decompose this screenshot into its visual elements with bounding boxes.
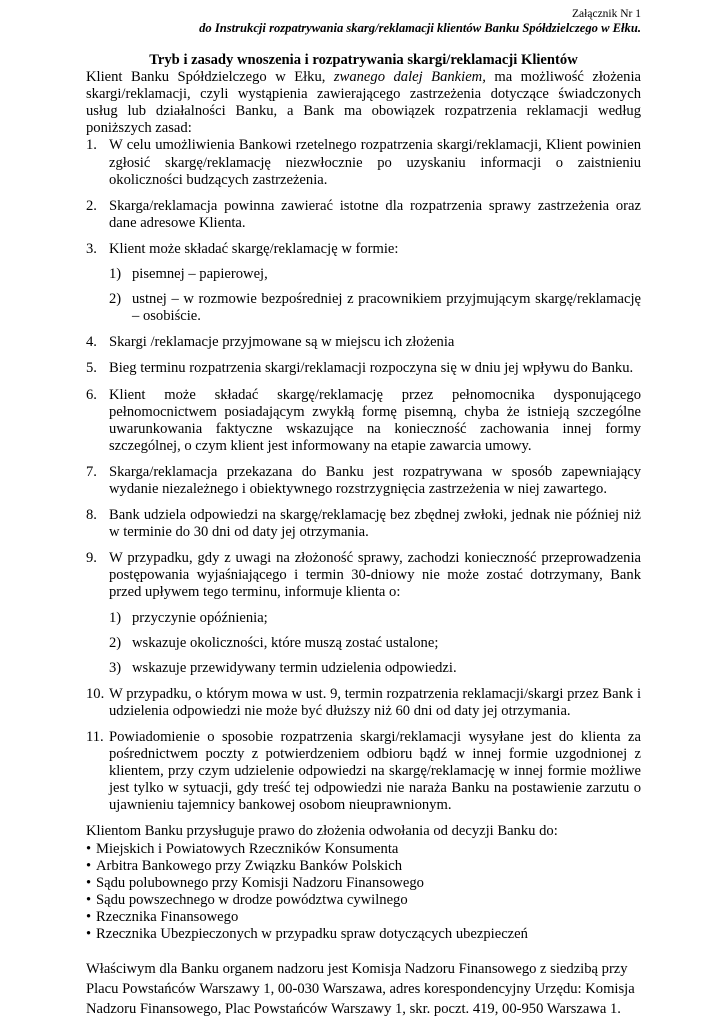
rule-item <box>86 729 641 814</box>
rule-item <box>86 334 641 351</box>
appeal-list-item <box>86 892 641 909</box>
sub-item <box>109 291 641 325</box>
sub-item-number: 1) <box>109 609 122 626</box>
appeal-list-item <box>86 909 641 926</box>
sub-item <box>109 635 641 652</box>
annex-label: Załącznik Nr 1 <box>572 8 641 20</box>
rule-number: 8. <box>86 507 97 524</box>
intro-text-start: Klient Banku Spółdzielczego w Ełku, <box>86 69 334 86</box>
sub-item-text: pisemnej – papierowej, <box>132 266 268 283</box>
rule-item <box>86 241 641 325</box>
appeal-list-item <box>86 858 641 875</box>
sub-item-text: wskazuje okoliczności, które muszą zostać ustalone; <box>132 634 439 651</box>
sub-item <box>109 660 641 677</box>
sub-item <box>109 266 641 283</box>
rule-item <box>86 507 641 541</box>
intro-text-end: ma możliwość złożenia skargi/reklamacji, czyli wystąpienia zawierającego zastrzeżenia dotyczące świadczonych usług lub działalności Banku, a Bank ma obowiązek rozpatrzenia reklamacji według poniższych zasad: <box>86 69 641 137</box>
rule-text: Klient może składać skargę/reklamację przez pełnomocnika dysponującego pełnomocnictwem posiadającym zwykłą formę pisemną, chyba że istnieją szczególne uwarunkowania faktyczne wskazujące na konieczność zachowania innej formy szczególnej, o czym klient jest informowany na etapie zawarcia umowy. <box>109 386 641 454</box>
bullet-icon: • <box>86 891 92 908</box>
rule-number: 10. <box>86 685 105 702</box>
rule-item <box>86 550 641 677</box>
rule-text: Skargi /reklamacje przyjmowane są w miejscu ich złożenia <box>109 334 455 351</box>
sub-item-text: wskazuje przewidywany termin udzielenia odpowiedzi. <box>132 659 457 676</box>
appeal-intro: Klientom Banku przysługuje prawo do złożenia odwołania od decyzji Banku do: <box>86 823 558 840</box>
rule-item <box>86 686 641 720</box>
appeal-list-item <box>86 926 641 943</box>
rule-number: 4. <box>86 334 97 351</box>
rule-number: 2. <box>86 197 97 214</box>
rule-sublist <box>109 610 641 677</box>
bullet-icon: • <box>86 840 92 857</box>
rule-number: 1. <box>86 137 97 154</box>
intro-paragraph <box>86 69 641 137</box>
sub-item-text: ustnej – w rozmowie bezpośredniej z pracownikiem przyjmującym skargę/reklamację – osobiście. <box>132 291 641 325</box>
intro-emphasis: zwanego dalej Bankiem, <box>333 69 486 86</box>
rule-text: Bank udziela odpowiedzi na skargę/reklamację bez zbędnej zwłoki, jednak nie później niż w terminie do 30 dni od daty jej otrzymania. <box>109 507 641 541</box>
rule-item <box>86 387 641 455</box>
bullet-icon: • <box>86 857 92 874</box>
rule-text: Bieg terminu rozpatrzenia skargi/reklamacji rozpoczyna się w dniu jej wpływu do Banku. <box>109 360 634 377</box>
rule-number: 6. <box>86 386 97 403</box>
supervision-paragraph: Właściwym dla Banku organem nadzoru jest Komisja Nadzoru Finansowego z siedzibą przy Placu Powstańców Warszawy 1, 00-030 Warszawa, adres korespondencyjny Urzędu: Komisja Nadzoru Finansowego, Plac Powstańców Warszawy 1, skr. poczt. 419, 00-950 Warszawa 1. <box>86 961 635 1018</box>
appeal-entry-text: Miejskich i Powiatowych Rzeczników Konsumenta <box>96 840 399 857</box>
appeal-entry-text: Arbitra Bankowego przy Związku Banków Polskich <box>96 857 402 874</box>
appeal-entry-text: Rzecznika Ubezpieczonych w przypadku spraw dotyczących ubezpieczeń <box>96 926 528 943</box>
rule-number: 9. <box>86 550 97 567</box>
rule-text: Skarga/reklamacja powinna zawierać istotne dla rozpatrzenia sprawy zastrzeżenia oraz dane adresowe Klienta. <box>109 197 641 231</box>
sub-item <box>109 610 641 627</box>
rule-text: Klient może składać skargę/reklamację w formie: <box>109 240 399 257</box>
sub-item-number: 1) <box>109 266 122 283</box>
sub-item-number: 2) <box>109 291 122 308</box>
rule-number: 5. <box>86 360 97 377</box>
document-title: Tryb i zasady wnoszenia i rozpatrywania skargi/reklamacji Klientów <box>149 52 578 68</box>
annex-subtitle: do Instrukcji rozpatrywania skarg/reklamacji klientów Banku Spółdzielczego w Ełku. <box>199 21 641 35</box>
rule-text: Skarga/reklamacja przekazana do Banku jest rozpatrywana w sposób zapewniający wydanie niezależnego i obiektywnego rozstrzygnięcia zastrzeżenia w niej zawartego. <box>109 463 641 497</box>
appeal-entry-text: Rzecznika Finansowego <box>96 908 239 925</box>
rules-list <box>86 137 641 814</box>
rule-item <box>86 360 641 377</box>
sub-item-text: przyczynie opóźnienia; <box>132 609 268 626</box>
bullet-icon: • <box>86 908 92 925</box>
rule-number: 3. <box>86 240 97 257</box>
appeal-list-item <box>86 875 641 892</box>
appeal-entry-text: Sądu polubownego przy Komisji Nadzoru Finansowego <box>96 874 424 891</box>
sub-item-number: 3) <box>109 659 122 676</box>
rule-text: W przypadku, gdy z uwagi na złożoność sprawy, zachodzi konieczność przeprowadzenia postępowania wyjaśniającego i termin 30-dniowy nie może zostać dotrzymany, Bank przed upływem tego terminu, informuje klienta o: <box>109 550 641 601</box>
rule-text: Powiadomienie o sposobie rozpatrzenia skargi/reklamacji wysyłane jest do klienta za pośrednictwem poczty z potwierdzeniem odbioru bądź w innej formie uzgodnionej z klientem, przy czym udzielenie odpowiedzi na skargę/reklamację w innej formie możliwe jest tylko w sytuacji, gdy treść tej odpowiedzi nie naraża Banku na postawienie zarzutu o ujawnieniu tajemnicy bankowej osobom nieuprawnionym. <box>109 729 641 814</box>
rule-item <box>86 464 641 498</box>
rule-number: 7. <box>86 463 97 480</box>
rule-text: W przypadku, o którym mowa w ust. 9, termin rozpatrzenia reklamacji/skargi przez Bank i udzielenia odpowiedzi nie może być dłuższy niż 60 dni od daty jej otrzymania. <box>109 685 641 719</box>
rule-number: 11. <box>86 729 104 745</box>
sub-item-number: 2) <box>109 634 122 651</box>
bullet-icon: • <box>86 926 92 943</box>
rule-sublist <box>109 266 641 325</box>
rule-item <box>86 137 641 188</box>
rule-text: W celu umożliwienia Bankowi rzetelnego rozpatrzenia skargi/reklamacji, Klient powinien zgłosić skargę/reklamację niezwłocznie po uzyskaniu informacji o zaistnieniu okoliczności budzących zastrzeżenia. <box>109 137 641 188</box>
appeal-list-item <box>86 841 641 858</box>
rule-item <box>86 198 641 232</box>
appeal-entry-text: Sądu powszechnego w drodze powództwa cywilnego <box>96 891 408 908</box>
bullet-icon: • <box>86 874 92 891</box>
appeal-list <box>86 841 641 944</box>
